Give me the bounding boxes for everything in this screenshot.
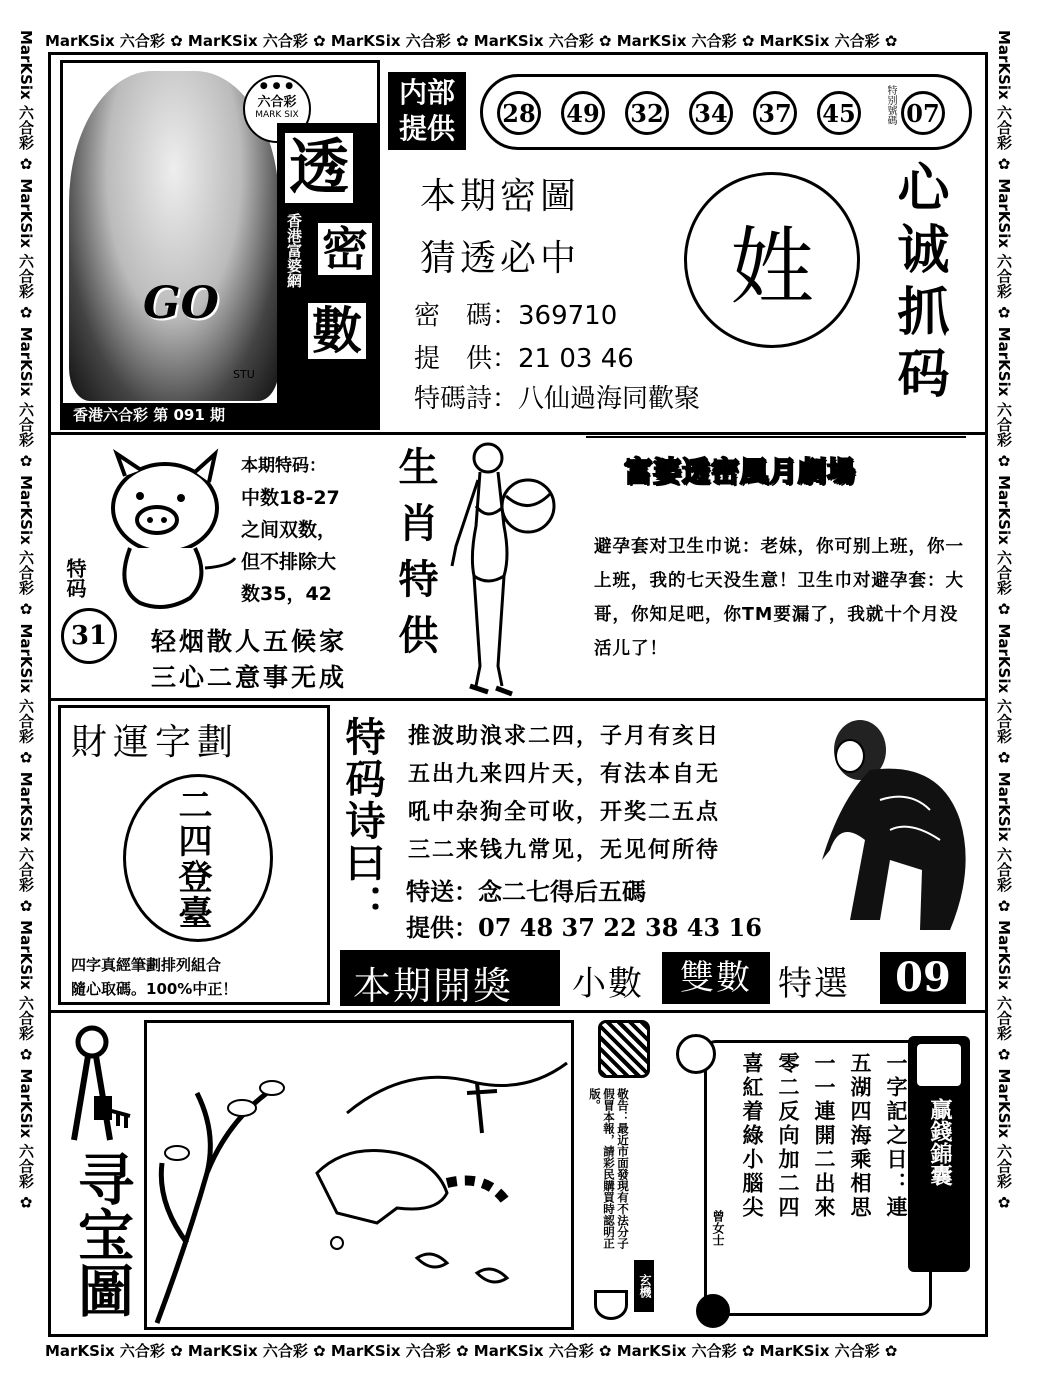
border-unit: MarKSix 六合彩 ✿ [17, 321, 35, 470]
provide-row [414, 338, 634, 375]
pig-poem-2: 三心二意事无成 [151, 663, 348, 692]
pig-line3: 但不排除大 [241, 551, 337, 573]
scroll-col: 一字記之日：連 [884, 1052, 908, 1220]
poem-line-4: 三二来钱九常见，无见何所待 [408, 838, 721, 863]
inside-label [388, 72, 466, 150]
scroll-tag-text: 贏錢錦囊 [927, 1098, 952, 1186]
go-graphic: GO [143, 278, 219, 329]
border-unit: MarKSix 六合彩 ✿ [611, 1342, 755, 1360]
girl-figure [440, 436, 560, 698]
border-unit: MarKSix 六合彩 ✿ [182, 1342, 326, 1360]
divider-2 [50, 698, 986, 701]
joke-block [580, 440, 980, 696]
pig-text [241, 450, 340, 610]
draw-label [340, 950, 560, 1006]
provide-value: 21 03 46 [518, 344, 634, 374]
border-unit: MarKSix 六合彩 ✿ [468, 32, 612, 50]
number-ball: 45 [817, 91, 861, 135]
scroll-cols [736, 1052, 912, 1282]
draw-c3: 特選 [778, 964, 850, 1004]
provide-label: 提 供： [414, 344, 519, 374]
poem-provide: 提供：07 48 37 22 38 43 16 [406, 913, 762, 942]
border-unit: MarKSix 六合彩 ✿ [182, 32, 326, 50]
fortune-note-2: 隨心取碼。100%中正！ [71, 980, 238, 998]
border-unit: MarKSix 六合彩 ✿ [325, 32, 469, 50]
scroll-bottom-roll [696, 1294, 730, 1328]
poem-row [414, 378, 700, 415]
number-ball: 37 [753, 91, 797, 135]
code-label: 密 碼： [414, 301, 519, 331]
notice-stamp: 玄機 [634, 1260, 654, 1312]
secret-block [388, 160, 978, 430]
scroll-tag [908, 1036, 970, 1272]
number-ball: 28 [497, 91, 541, 135]
border-unit: MarKSix 六合彩 ✿ [995, 173, 1013, 322]
border-unit: MarKSix 六合彩 ✿ [45, 1342, 183, 1360]
border-unit: MarKSix 六合彩 ✿ [995, 321, 1013, 470]
cover-side-text: 香港富婆網 [285, 213, 303, 288]
special-ball: 07 [901, 91, 945, 135]
cover-big-3: 數 [308, 303, 366, 359]
number-ball: 49 [561, 91, 605, 135]
joke-text: 避孕套对卫生巾说：老妹，你可别上班，你一上班，我的七天没生意！卫生巾对避孕套：大哥，你知足吧，你TM要漏了，我就十个月没活儿了！ [594, 537, 964, 659]
border-left [16, 30, 37, 1360]
cover-big-2: 密 [318, 223, 372, 275]
number-ball: 34 [689, 91, 733, 135]
logo-zh: 六合彩 [257, 95, 297, 110]
poem-value: 八仙過海同歡聚 [518, 384, 701, 414]
poem-line-1: 推波助浪求二四，子月有亥日 [408, 724, 721, 749]
border-unit: MarKSix 六合彩 ✿ [995, 469, 1013, 619]
border-unit: MarKSix 六合彩 ✿ [17, 469, 35, 619]
border-unit: MarKSix 六合彩 ✿ [17, 766, 35, 915]
circle-glyph: 姓 [729, 217, 814, 316]
pig-line4: 数35，42 [241, 583, 332, 605]
divider-3 [50, 1010, 986, 1013]
border-unit: MarKSix 六合彩 ✿ [17, 173, 35, 322]
secret-circle [684, 172, 860, 348]
border-unit: MarKSix 六合彩 ✿ [45, 32, 183, 50]
numbers-bar [480, 74, 972, 150]
draw-label-text: 本期開獎 [353, 964, 514, 1008]
border-unit: MarKSix 六合彩 ✿ [995, 30, 1013, 174]
zodiac-label: 生肖特供 [392, 446, 439, 670]
scroll-col: 喜紅着綠小腦尖 [740, 1052, 764, 1220]
secret-title: 本期密圖 [420, 176, 581, 217]
fortune-note-1: 四字真經筆劃排列組合 [71, 956, 222, 974]
notice-icon [598, 1020, 650, 1078]
fortune-title: 財運字劃 [71, 722, 240, 763]
code-value: 369710 [518, 301, 618, 331]
pig-line2: 之间双数， [241, 519, 337, 541]
issue-bar: 香港六合彩 第 091 期 [63, 403, 377, 427]
scroll-col: 零二反向加二四 [776, 1052, 800, 1220]
joke-rule [586, 436, 966, 438]
pig-icon [95, 448, 245, 618]
pig-line1: 中数18-27 [241, 487, 340, 509]
number-ball: 32 [625, 91, 669, 135]
scroll-signer: 曾女士 [711, 1210, 725, 1246]
fortune-oval-text: 二四登臺 [172, 787, 212, 931]
pig-poem-1: 轻烟散人五候家 [151, 627, 348, 656]
stu-text: STU [233, 368, 255, 381]
secret-guess: 猜透必中 [420, 238, 581, 279]
border-unit: MarKSix 六合彩 ✿ [995, 914, 1013, 1064]
poem-label: 特碼詩： [414, 384, 519, 414]
pig-special-title: 本期特码： [241, 456, 326, 476]
notice-pot-icon [594, 1290, 628, 1320]
pig-block [55, 438, 385, 696]
poem-send: 特送：念二七得后五碼 [406, 877, 646, 906]
scroll-top-roll [676, 1034, 716, 1074]
draw-num: 09 [880, 952, 966, 1004]
key-icon [68, 1020, 138, 1150]
border-unit: MarKSix 六合彩 ✿ [468, 1342, 612, 1360]
logo-dots-icon: ● ● ● [259, 81, 295, 91]
inside-label-text: 内部提供 [398, 76, 455, 145]
treasure-label-text: 寻宝圖 [69, 1150, 135, 1318]
scroll-col: 五湖四海乘相思 [848, 1052, 872, 1220]
border-unit: MarKSix 六合彩 ✿ [17, 1063, 35, 1212]
poem-lines [408, 718, 720, 870]
cover-panel [60, 60, 380, 430]
cover-big-1: 透 [285, 133, 353, 203]
notice-text: 敬告：最近市面發現有不法分子假冒本報，請彩民購買時認明正版。 [588, 1088, 630, 1249]
border-unit: MarKSix 六合彩 ✿ [17, 914, 35, 1064]
border-unit: MarKSix 六合彩 ✿ [995, 618, 1013, 767]
border-unit: MarKSix 六合彩 ✿ [611, 32, 755, 50]
pig-circle-num: 31 [61, 608, 117, 664]
right-slogan: 心诚抓码 [888, 160, 949, 408]
monkey-figure [810, 710, 985, 935]
notice-block [588, 1020, 670, 1330]
treasure-picture [144, 1020, 574, 1330]
draw-c2: 雙數 [662, 952, 770, 1004]
scroll-tag-icon [915, 1042, 963, 1088]
border-unit: MarKSix 六合彩 ✿ [754, 1342, 898, 1360]
border-unit: MarKSix 六合彩 ✿ [17, 618, 35, 767]
side-label: 特码 [63, 558, 87, 598]
border-right [994, 30, 1015, 1360]
scroll-block [676, 1020, 976, 1336]
border-unit: MarKSix 六合彩 ✿ [325, 1342, 469, 1360]
draw-c1: 小數 [572, 964, 644, 1004]
special-label: 特别號碼 [885, 85, 896, 125]
border-top [45, 30, 995, 51]
poem-line-3: 吼中杂狗全可收，开奖二五点 [408, 800, 721, 825]
treasure-scene [147, 1023, 571, 1327]
poem-line-2: 五出九来四片天，有法本自无 [408, 762, 721, 787]
divider-1 [50, 432, 986, 435]
border-unit: MarKSix 六合彩 ✿ [995, 766, 1013, 915]
joke-title: 富婆透密風月劇場 [624, 455, 857, 488]
fortune-panel [58, 705, 330, 1005]
border-unit: MarKSix 六合彩 ✿ [754, 32, 898, 50]
treasure-label [64, 1150, 134, 1330]
code-row [414, 295, 617, 332]
border-unit: MarKSix 六合彩 ✿ [17, 30, 35, 174]
scroll-col: 一一連開二出來 [812, 1052, 836, 1220]
border-unit: MarKSix 六合彩 ✿ [995, 1063, 1013, 1212]
logo-en: MARK SIX [255, 110, 299, 120]
poem-label: 特码诗曰： [339, 716, 386, 926]
border-bottom [45, 1340, 995, 1361]
fortune-oval [123, 774, 273, 942]
